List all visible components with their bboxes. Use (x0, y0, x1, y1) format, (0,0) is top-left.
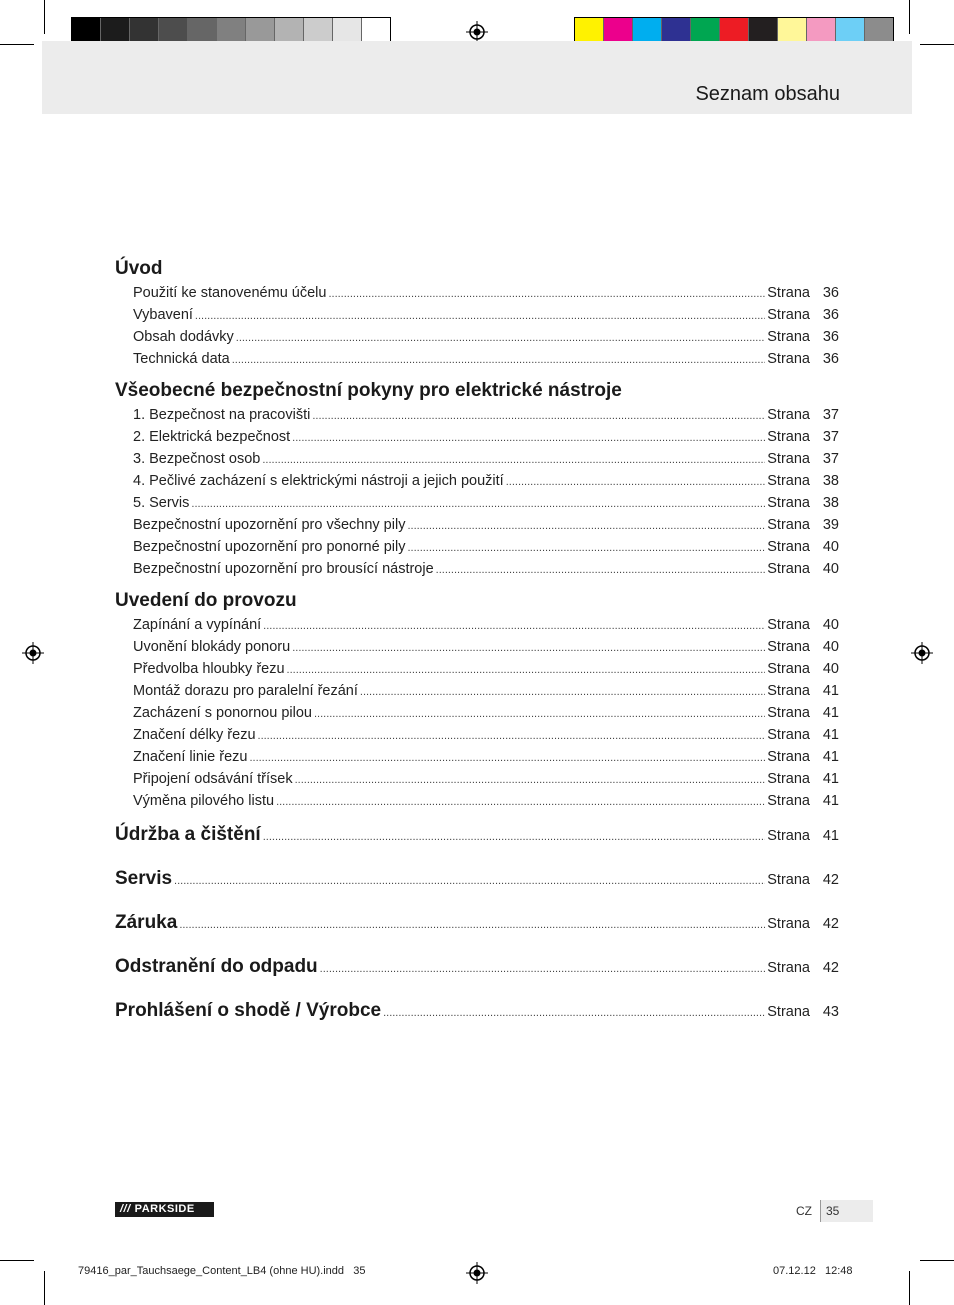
toc-main-entries (115, 820, 839, 1026)
toc-page-prefix: Strana (767, 285, 810, 301)
toc-entry-label: 4. Pečlivé zacházení s elektrickými nástroji a jejich použití (133, 473, 504, 489)
toc-entry (115, 404, 839, 426)
toc-page-number: 43 (822, 1004, 839, 1020)
file-slug: 79416_par_Tauchsaege_Content_LB4 (ohne HU).indd 35 (78, 1265, 366, 1277)
toc-page-prefix: Strana (767, 307, 810, 323)
toc-page-number: 37 (822, 407, 839, 423)
toc-main-entry-label: Záruka (115, 912, 178, 933)
table-of-contents (115, 256, 839, 1040)
toc-page-prefix: Strana (767, 407, 810, 423)
registration-mark-icon (466, 21, 488, 43)
toc-dot-leader (292, 637, 765, 659)
toc-entry (115, 680, 839, 702)
toc-page-prefix: Strana (767, 561, 810, 577)
toc-page-prefix: Strana (767, 916, 810, 932)
toc-dot-leader (383, 998, 765, 1028)
toc-entry-label: 5. Servis (133, 495, 190, 511)
toc-page-number: 36 (822, 307, 839, 323)
crop-mark (909, 1271, 910, 1305)
toc-entry (115, 636, 839, 658)
toc-main-entry (115, 864, 839, 894)
toc-entry (115, 426, 839, 448)
toc-page-number: 40 (822, 639, 839, 655)
crop-mark (920, 44, 954, 45)
language-code: CZ (796, 1204, 812, 1218)
toc-entry (115, 790, 839, 812)
toc-dot-leader (312, 405, 765, 427)
toc-main-entry (115, 952, 839, 982)
toc-page-number: 41 (822, 771, 839, 787)
toc-page-number: 40 (822, 661, 839, 677)
toc-dot-leader (314, 703, 765, 725)
toc-page-number: 37 (822, 429, 839, 445)
toc-dot-leader (436, 559, 766, 581)
toc-page-number: 39 (822, 517, 839, 533)
toc-entry-label: Použití ke stanovenému účelu (133, 285, 327, 301)
toc-page-prefix: Strana (767, 828, 810, 844)
toc-page-prefix: Strana (767, 872, 810, 888)
toc-page-prefix: Strana (767, 473, 810, 489)
toc-section-heading: Všeobecné bezpečnostní pokyny pro elektrické nástroje (115, 380, 622, 401)
toc-section-heading: Úvod (115, 258, 163, 279)
toc-main-entry (115, 908, 839, 938)
toc-page-number: 41 (822, 828, 839, 844)
toc-page-number: 41 (822, 683, 839, 699)
toc-page-prefix: Strana (767, 517, 810, 533)
toc-main-entry-label: Prohlášení o shodě / Výrobce (115, 1000, 382, 1021)
toc-page-prefix: Strana (767, 960, 810, 976)
toc-dot-leader (287, 659, 766, 681)
toc-entry (115, 702, 839, 724)
toc-page-number: 38 (822, 473, 839, 489)
toc-entry-label: Předvolba hloubky řezu (133, 661, 285, 677)
toc-page-prefix: Strana (767, 617, 810, 633)
toc-entry (115, 282, 839, 304)
toc-page-number: 41 (822, 749, 839, 765)
toc-entry-label: Montáž dorazu pro paralelní řezání (133, 683, 358, 699)
toc-main-entry-label: Servis (115, 868, 173, 889)
toc-entry (115, 768, 839, 790)
toc-entry-label: Bezpečnostní upozornění pro brousící nástroje (133, 561, 434, 577)
page-title: Seznam obsahu (695, 83, 840, 105)
toc-page-prefix: Strana (767, 329, 810, 345)
toc-dot-leader (191, 493, 765, 515)
toc-entry-label: Zapínání a vypínání (133, 617, 262, 633)
toc-section (115, 378, 839, 580)
toc-entry (115, 658, 839, 680)
toc-page-number: 36 (822, 329, 839, 345)
toc-dot-leader (360, 681, 765, 703)
toc-page-number: 41 (822, 727, 839, 743)
toc-page-number: 42 (822, 916, 839, 932)
crop-mark (920, 1260, 954, 1261)
toc-page-prefix: Strana (767, 1004, 810, 1020)
toc-entry (115, 536, 839, 558)
toc-entry (115, 492, 839, 514)
toc-page-number: 40 (822, 539, 839, 555)
toc-entry-label: Výměna pilového listu (133, 793, 275, 809)
toc-entry (115, 746, 839, 768)
toc-dot-leader (328, 283, 765, 305)
toc-dot-leader (407, 515, 765, 537)
toc-main-entry-label: Odstranění do odpadu (115, 956, 318, 977)
toc-entry-label: Technická data (133, 351, 230, 367)
toc-dot-leader (258, 725, 766, 747)
page-number-divider (820, 1200, 821, 1222)
toc-entry (115, 448, 839, 470)
toc-dot-leader (407, 537, 765, 559)
crop-mark (0, 44, 34, 45)
toc-main-entry (115, 820, 839, 850)
toc-page-number: 41 (822, 705, 839, 721)
toc-dot-leader (263, 615, 765, 637)
toc-dot-leader (174, 866, 765, 896)
toc-page-number: 36 (822, 285, 839, 301)
registration-mark-icon (911, 642, 933, 664)
toc-page-prefix: Strana (767, 683, 810, 699)
toc-page-number: 41 (822, 793, 839, 809)
toc-page-prefix: Strana (767, 771, 810, 787)
toc-page-prefix: Strana (767, 727, 810, 743)
logo-text: PARKSIDE (134, 1203, 195, 1215)
toc-dot-leader (292, 427, 765, 449)
toc-page-number: 40 (822, 561, 839, 577)
toc-page-number: 42 (822, 872, 839, 888)
toc-entry-label: Bezpečnostní upozornění pro všechny pily (133, 517, 406, 533)
crop-mark (44, 1271, 45, 1305)
parkside-logo: /// PARKSIDE (115, 1202, 214, 1217)
toc-entry-label: 2. Elektrická bezpečnost (133, 429, 291, 445)
toc-section (115, 588, 839, 812)
toc-dot-leader (232, 349, 766, 371)
toc-page-prefix: Strana (767, 661, 810, 677)
toc-page-prefix: Strana (767, 639, 810, 655)
toc-page-prefix: Strana (767, 451, 810, 467)
toc-entry (115, 304, 839, 326)
toc-entry-label: Značení linie řezu (133, 749, 248, 765)
registration-mark-icon (22, 642, 44, 664)
toc-main-entry-label: Údržba a čištění (115, 824, 261, 845)
toc-dot-leader (249, 747, 765, 769)
toc-section (115, 256, 839, 370)
toc-entry-label: Připojení odsávání třísek (133, 771, 293, 787)
toc-page-prefix: Strana (767, 351, 810, 367)
toc-entry (115, 558, 839, 580)
print-date: 07.12.12 12:48 (773, 1265, 853, 1277)
crop-mark (909, 0, 910, 34)
toc-entry-label: Značení délky řezu (133, 727, 256, 743)
toc-page-number: 38 (822, 495, 839, 511)
toc-entry (115, 514, 839, 536)
toc-page-number: 42 (822, 960, 839, 976)
toc-entry-label: Obsah dodávky (133, 329, 234, 345)
toc-page-prefix: Strana (767, 495, 810, 511)
toc-dot-leader (179, 910, 765, 940)
toc-page-prefix: Strana (767, 793, 810, 809)
toc-dot-leader (506, 471, 766, 493)
toc-main-entry (115, 996, 839, 1026)
toc-entry (115, 326, 839, 348)
toc-page-number: 37 (822, 451, 839, 467)
toc-entry-label: Uvonění blokády ponoru (133, 639, 291, 655)
toc-page-number: 36 (822, 351, 839, 367)
toc-entry-label: Vybavení (133, 307, 193, 323)
toc-dot-leader (263, 822, 766, 852)
toc-entry-label: 1. Bezpečnost na pracovišti (133, 407, 311, 423)
toc-page-prefix: Strana (767, 749, 810, 765)
toc-dot-leader (295, 769, 766, 791)
crop-mark (0, 1260, 34, 1261)
toc-dot-leader (276, 791, 765, 813)
toc-page-number: 40 (822, 617, 839, 633)
toc-entry (115, 614, 839, 636)
toc-dot-leader (320, 954, 766, 984)
registration-mark-icon (466, 1262, 488, 1284)
toc-dot-leader (195, 305, 765, 327)
toc-dot-leader (236, 327, 766, 349)
toc-entry-label: Bezpečnostní upozornění pro ponorné pily (133, 539, 406, 555)
toc-entry-label: Zacházení s ponornou pilou (133, 705, 312, 721)
page-number: 35 (826, 1204, 840, 1218)
toc-entry (115, 724, 839, 746)
toc-dot-leader (262, 449, 765, 471)
toc-section-heading: Uvedení do provozu (115, 590, 297, 611)
crop-mark (44, 0, 45, 34)
page-header (42, 41, 912, 114)
toc-entry (115, 348, 839, 370)
toc-page-prefix: Strana (767, 539, 810, 555)
toc-entry-label: 3. Bezpečnost osob (133, 451, 261, 467)
toc-page-prefix: Strana (767, 705, 810, 721)
toc-page-prefix: Strana (767, 429, 810, 445)
toc-entry (115, 470, 839, 492)
